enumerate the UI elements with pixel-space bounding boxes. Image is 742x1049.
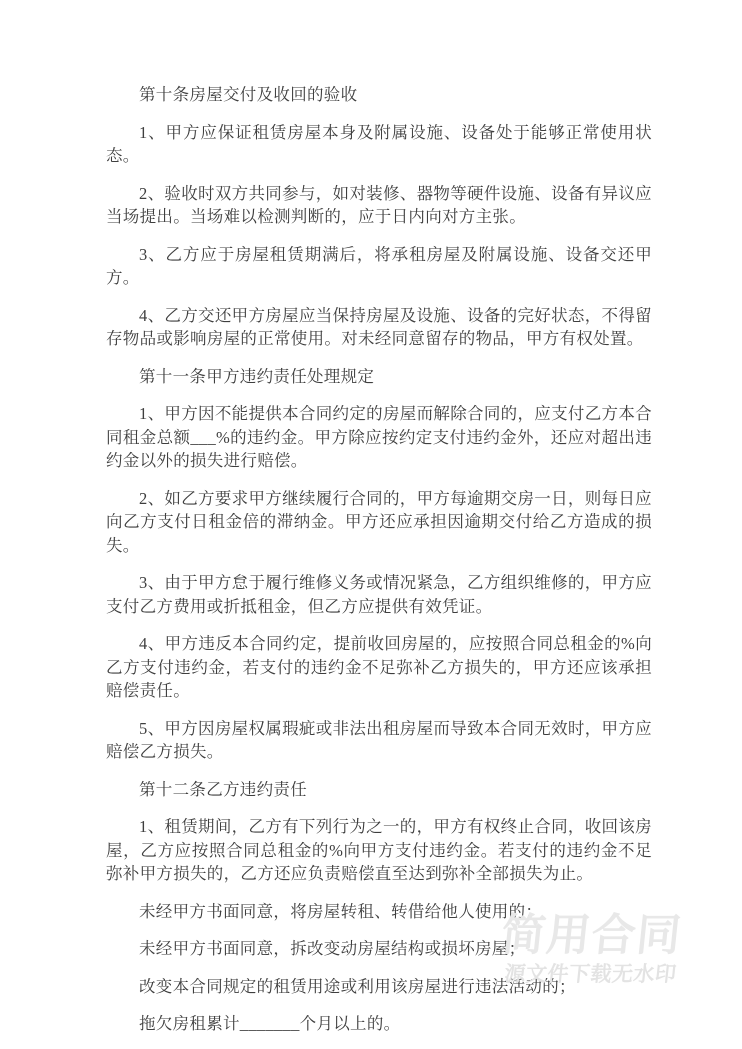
clause-heading: 第十二条乙方违约责任 (139, 779, 307, 799)
document-body (106, 83, 652, 1049)
contract-paragraph: 1、租赁期间，乙方有下列行为之一的，甲方有权终止合同，收回该房屋，乙方应按照合同总租金的%向甲方支付违约金。若支付的违约金不足弥补甲方损失的，乙方还应负责赔偿直至达到弥补全部损失为止。 (106, 817, 652, 883)
contract-paragraph: 3、乙方应于房屋租赁期满后，将承租房屋及附属设施、设备交还甲方。 (106, 244, 652, 287)
watermark-title: 简用合同 (498, 911, 685, 960)
contract-paragraph: 未经甲方书面同意，拆改变动房屋结构或损坏房屋； (139, 939, 526, 958)
contract-paragraph: 1、甲方因不能提供本合同约定的房屋而解除合同的，应支付乙方本合同租金总额___%的违约金。甲方除应按约定支付违约金外，还应对超出违约金以外的损失进行赔偿。 (106, 404, 652, 470)
contract-paragraph: 拖欠房租累计_______个月以上的。 (139, 1014, 401, 1033)
contract-paragraph: 5、甲方因房屋权属瑕疵或非法出租房屋而导致本合同无效时，甲方应赔偿乙方损失。 (106, 718, 652, 761)
contract-paragraph: 1、甲方应保证租赁房屋本身及附属设施、设备处于能够正常使用状态。 (106, 122, 652, 165)
watermark-subtitle: 源文件下载无水印 (503, 963, 678, 986)
contract-paragraph: 2、如乙方要求甲方继续履行合同的，甲方每逾期交房一日，则每日应向乙方支付日租金倍的滞纳金。甲方还应承担因逾期交付给乙方造成的损失。 (106, 488, 652, 555)
contract-paragraph: 3、由于甲方怠于履行维修义务或情况紧急，乙方组织维修的，甲方应支付乙方费用或折抵租金，但乙方应提供有效凭证。 (106, 573, 652, 616)
contract-paragraph: 4、甲方违反本合同约定，提前收回房屋的，应按照合同总租金的%向乙方支付违约金，若支付的违约金不足弥补乙方损失的，甲方还应该承担赔偿责任。 (106, 634, 652, 700)
contract-paragraph: 2、验收时双方共同参与，如对装修、器物等硬件设施、设备有异议应当场提出。当场难以检测判断的，应于日内向对方主张。 (106, 183, 652, 226)
contract-paragraph: 4、乙方交还甲方房屋应当保持房屋及设施、设备的完好状态，不得留存物品或影响房屋的正常使用。对未经同意留存的物品，甲方有权处置。 (106, 305, 652, 348)
clause-heading: 第十一条甲方违约责任处理规定 (139, 366, 375, 386)
contract-paragraph: 改变本合同规定的租赁用途或利用该房屋进行违法活动的； (139, 976, 576, 996)
clause-heading: 第十条房屋交付及收回的验收 (139, 85, 358, 104)
contract-paragraph: 未经甲方书面同意，将房屋转租、转借给他人使用的； (139, 901, 543, 921)
